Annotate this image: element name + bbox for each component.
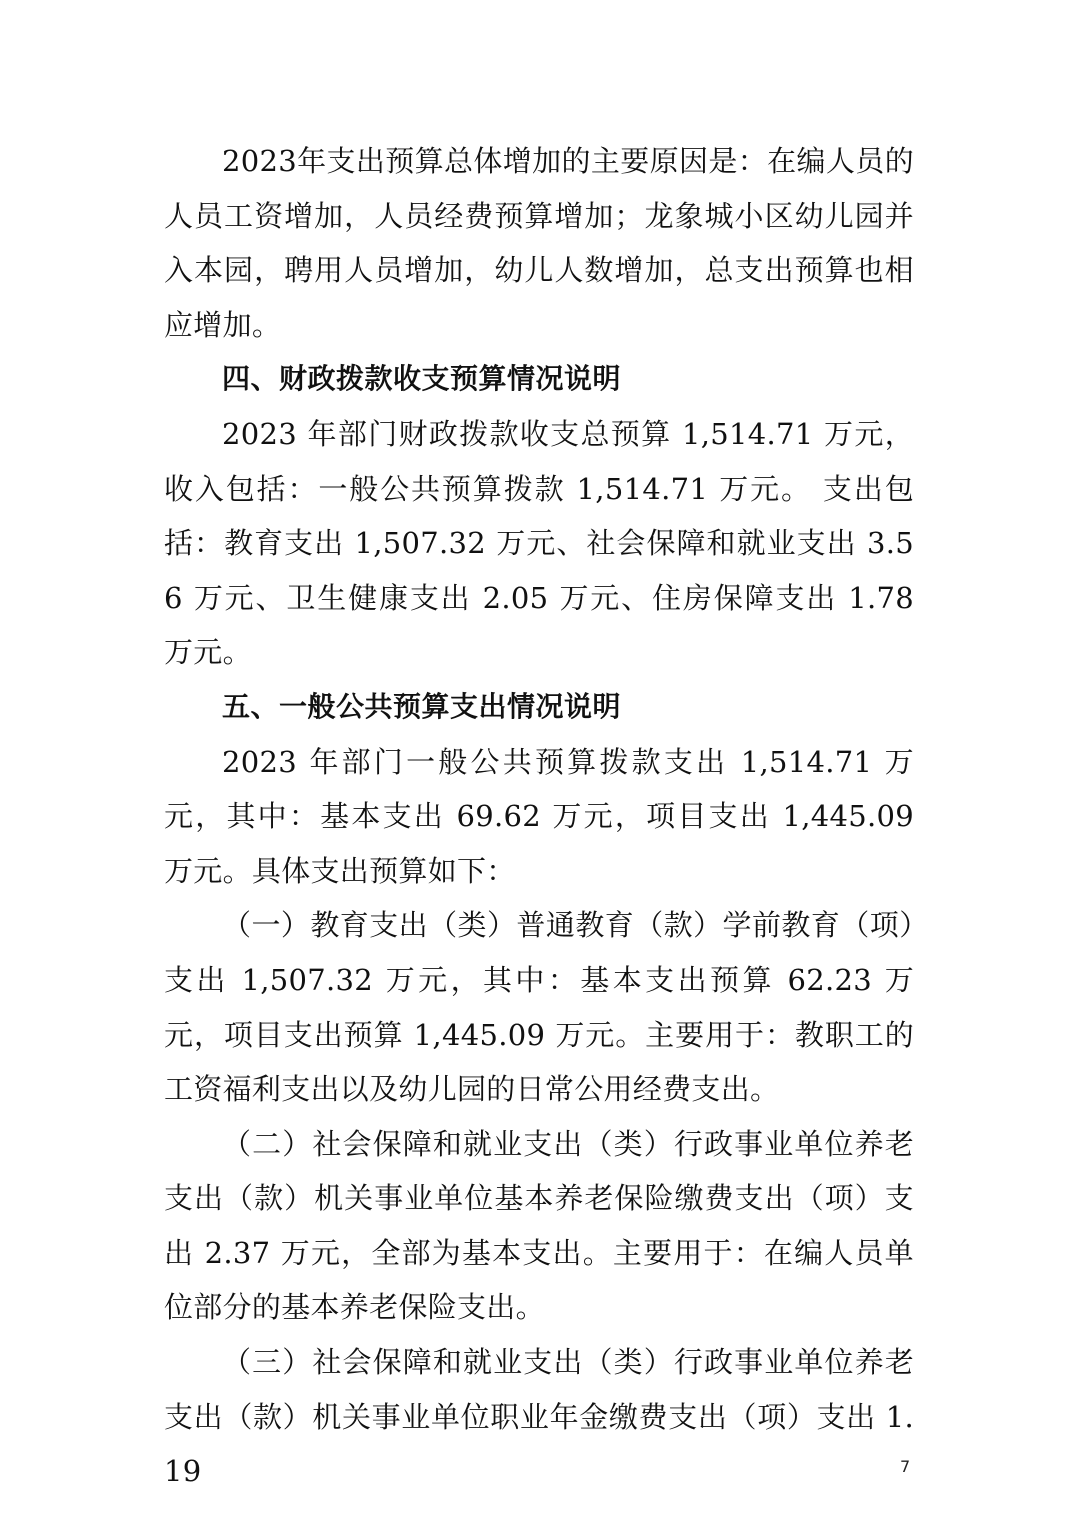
section-heading-fiscal-appropriation: 四、财政拨款收支预算情况说明 [222,362,622,396]
page-number: 7 [900,1457,911,1476]
document-body [164,134,914,1499]
paragraph-occupational-annuity-expenditure: （三）社会保障和就业支出（类）行政事业单位养老支出（款）机关事业单位职业年金缴费支出（项）支出 1.19 [164,1345,914,1489]
paragraph-basic-pension-expenditure: （二）社会保障和就业支出（类）行政事业单位养老支出（款）机关事业单位基本养老保险缴费支出（项）支出 2.37 万元，全部为基本支出。主要用于：在编人员单位部分的基本养老保险支出。 [164,1126,914,1325]
paragraph-education-expenditure: （一）教育支出（类）普通教育（款）学前教育（项）支出 1,507.32 万元，其中：基本支出预算 62.23 万元，项目支出预算 1,445.09 万元。主要用于：教职工的工资福利支出以及幼儿园的日常公用经费支出。 [164,908,914,1107]
paragraph-budget-increase-reason: 2023年支出预算总体增加的主要原因是：在编人员的人员工资增加，人员经费预算增加；龙象城小区幼儿园并入本园，聘用人员增加，幼儿人数增加，总支出预算也相应增加。 [164,144,914,342]
paragraph-fiscal-appropriation-summary: 2023 年部门财政拨款收支总预算 1,514.71 万元，收入包括：一般公共预算拨款 1,514.71 万元。 支出包括：教育支出 1,507.32 万元、社会保障和就业支出 3.56 万元、卫生健康支出 2.05 万元、住房保障支出 1.78 万元。 [164,416,914,670]
paragraph-general-public-budget-summary: 2023 年部门一般公共预算拨款支出 1,514.71 万元，其中：基本支出 69.62 万元，项目支出 1,445.09 万元。具体支出预算如下： [164,744,914,888]
section-heading-general-public-budget: 五、一般公共预算支出情况说明 [222,689,622,723]
